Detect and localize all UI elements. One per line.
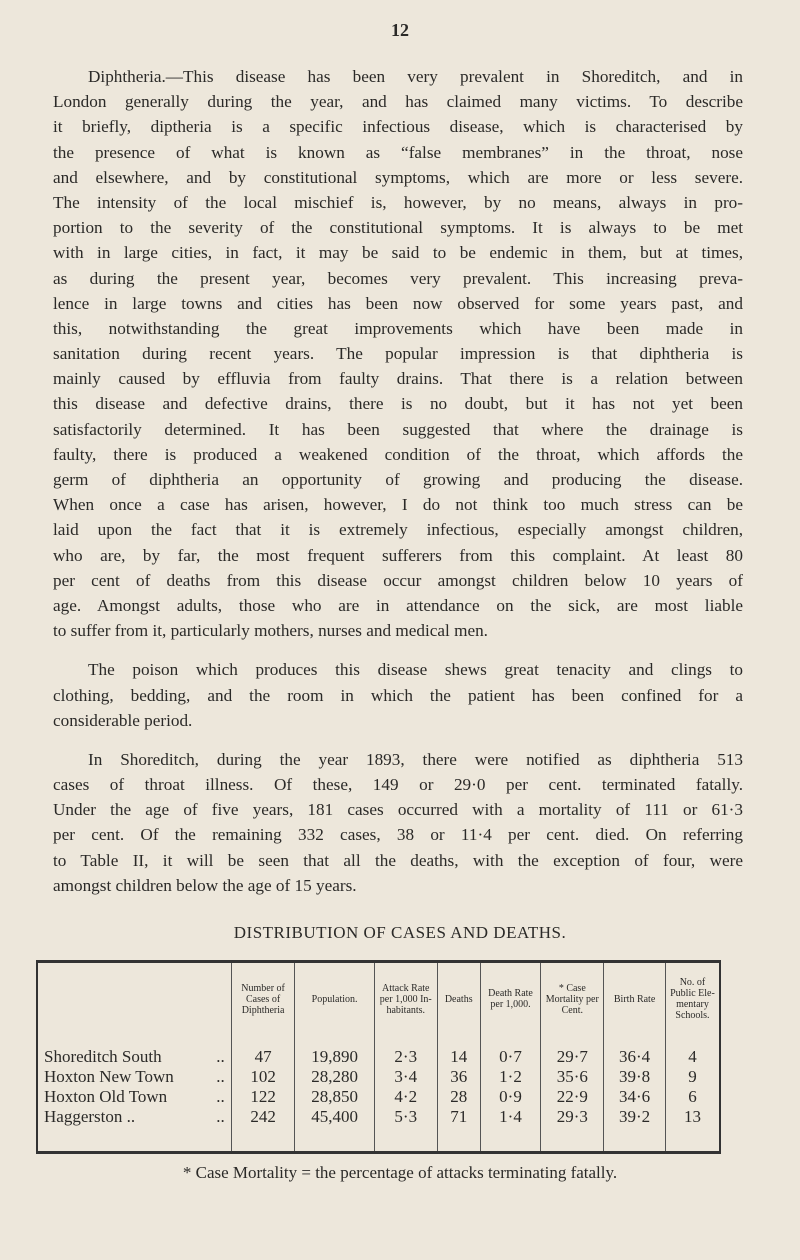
table-cell: 28 (437, 1087, 480, 1107)
text-line: faulty, there is produced a weakened condition of the throat, which affords the (53, 444, 743, 464)
column-header: Number of Cases of Diphtheria (231, 962, 295, 1036)
text-line: germ of diphtheria an opportunity of growing and producing the disease. (53, 470, 743, 489)
table-cell: 1·2 (480, 1067, 541, 1087)
district-name (37, 1035, 231, 1067)
text-line: and elsewhere, and by constitutional symptoms, which are more or less severe. (53, 167, 743, 187)
table-cell: 19,890 (295, 1035, 374, 1067)
leader-dots: .. (216, 1107, 225, 1126)
text-line: The poison which produces this disease shews great tenacity and clings to (88, 660, 743, 680)
table-cell: 14 (437, 1035, 480, 1067)
text-line: to suffer from it, particularly mothers, nurses and medical men. (53, 621, 488, 641)
column-header: * Case Mortality per Cent. (541, 962, 604, 1036)
text-line: In Shoreditch, during the year 1893, there were notified as diphtheria 513 (88, 749, 743, 769)
column-header: Birth Rate (604, 962, 666, 1036)
table-cell: 4·2 (374, 1087, 437, 1107)
column-header: Population. (295, 962, 374, 1036)
column-header: Attack Rate per 1,000 In-habitants. (374, 962, 437, 1036)
table-cell: 3·4 (374, 1067, 437, 1087)
text-line: this disease and defective drains, there is no doubt, but it has not yet been (53, 394, 743, 414)
text-line: London generally during the year, and has claimed many victims. To describe (53, 92, 743, 112)
text-line: who are, by far, the most frequent sufferers from this complaint. At least 80 (53, 545, 743, 565)
table-cell: 9 (665, 1067, 720, 1087)
text-line: amongst children below the age of 15 years. (53, 875, 357, 895)
table-footnote: * Case Mortality = the percentage of attacks terminating fatally. (182, 1163, 618, 1182)
column-header: Death Rate per 1,000. (480, 962, 541, 1036)
table-cell: 36·4 (604, 1035, 666, 1067)
table-row (37, 1035, 720, 1067)
text-line: mainly caused by effluvia from faulty drains. That there is a relation between (53, 369, 743, 389)
district-label: Hoxton Old Town (44, 1087, 168, 1106)
table-cell: 242 (231, 1107, 295, 1153)
district-name (37, 1087, 231, 1107)
table-cell: 102 (231, 1067, 295, 1087)
table-cell: 34·6 (604, 1087, 666, 1107)
table-cell: 0·9 (480, 1087, 541, 1107)
table-cell: 71 (437, 1107, 480, 1153)
table-title: DISTRIBUTION OF CASES AND DEATHS. (233, 923, 567, 942)
text-line: The intensity of the local mischief is, however, by no means, always in pro- (53, 192, 743, 212)
table-cell: 29·3 (541, 1107, 604, 1153)
district-label: Hoxton New Town (44, 1067, 174, 1086)
column-header: Deaths (437, 962, 480, 1036)
text-line: When once a case has arisen, however, I do not think too much stress can be (53, 495, 743, 515)
text-line: per cent of deaths from this disease occur amongst children below 10 years of (53, 570, 743, 590)
table-cell: 0·7 (480, 1035, 541, 1067)
text-line: this, notwithstanding the great improvements which have been made in (53, 318, 743, 338)
leader-dots: .. (216, 1087, 225, 1106)
text-line: considerable period. (53, 710, 193, 730)
text-line: Under the age of five years, 181 cases occurred with a mortality of 111 or 61·3 (53, 800, 743, 820)
table-cell: 35·6 (541, 1067, 604, 1087)
text-line: to Table II, it will be seen that all the deaths, with the exception of four, were (53, 850, 743, 870)
text-line: laid upon the fact that it is extremely infectious, especially amongst children, (53, 520, 743, 540)
district-name (37, 1107, 231, 1153)
text-line: lence in large towns and cities has been now observed for some years past, and (53, 293, 743, 313)
table-cell: 36 (437, 1067, 480, 1087)
text-line: age. Amongst adults, those who are in attendance on the sick, are most liable (53, 595, 743, 615)
paragraph-diphtheria (53, 64, 743, 643)
text-line: sanitation during recent years. The popular impression is that diphtheria is (53, 344, 743, 364)
table-row (37, 1107, 720, 1153)
column-header (37, 962, 231, 1036)
text-line: satisfactorily determined. It has been suggested that where the drainage is (53, 419, 743, 439)
text-line: cases of throat illness. Of these, 149 or 29·0 per cent. terminated fatally. (53, 775, 743, 795)
column-header: No. of Public Ele-mentary Schools. (665, 962, 720, 1036)
table-cell: 28,850 (295, 1087, 374, 1107)
table-cell: 5·3 (374, 1107, 437, 1153)
text-line: with in large cities, in fact, it may be said to be endemic in them, but at times, (53, 243, 743, 263)
table-cell: 29·7 (541, 1035, 604, 1067)
table-cell: 13 (665, 1107, 720, 1153)
table-cell: 1·4 (480, 1107, 541, 1153)
text-line: per cent. Of the remaining 332 cases, 38 or 11·4 per cent. died. On referring (53, 825, 743, 845)
table-cell: 45,400 (295, 1107, 374, 1153)
table-cell: 2·3 (374, 1035, 437, 1067)
text-line: Diphtheria.—This disease has been very prevalent in Shoreditch, and in (88, 67, 743, 86)
text-line: as during the present year, becomes very prevalent. This increasing preva- (53, 268, 743, 288)
paragraph-poison (53, 657, 743, 733)
table-cell: 47 (231, 1035, 295, 1067)
table-cell: 28,280 (295, 1067, 374, 1087)
text-line: it briefly, diptheria is a specific infectious disease, which is characterised by (53, 117, 743, 137)
district-name (37, 1067, 231, 1087)
district-label: Haggerston .. (44, 1107, 136, 1126)
text-line: the presence of what is known as “false membranes” in the throat, nose (53, 142, 743, 162)
table-cell: 39·8 (604, 1067, 666, 1087)
table-cell: 39·2 (604, 1107, 666, 1153)
table-cell: 122 (231, 1087, 295, 1107)
text-line: portion to the severity of the constitutional symptoms. It is always to be met (53, 218, 743, 238)
leader-dots: .. (216, 1067, 225, 1086)
table-cell: 22·9 (541, 1087, 604, 1107)
leader-dots: .. (216, 1047, 225, 1066)
distribution-table (36, 960, 721, 1154)
table-cell: 6 (665, 1087, 720, 1107)
paragraph-shoreditch-stats (53, 747, 743, 898)
table-header-row (37, 962, 720, 1036)
district-label: Shoreditch South (44, 1047, 162, 1066)
text-line: clothing, bedding, and the room in which the patient has been confined for a (53, 685, 743, 705)
table-row (37, 1087, 720, 1107)
table-row (37, 1067, 720, 1087)
table-cell: 4 (665, 1035, 720, 1067)
page-number: 12 (391, 20, 409, 40)
